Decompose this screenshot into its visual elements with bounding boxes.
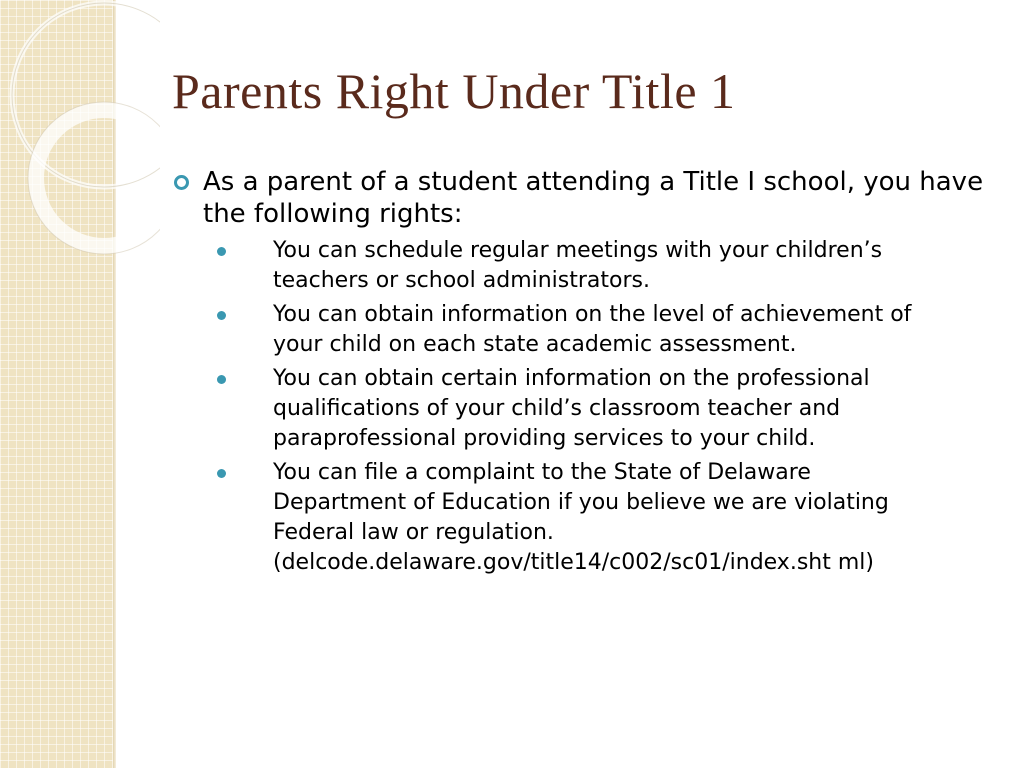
sub-bullet-text: You can obtain information on the level of achievement of your child on each state academic assessment. (273, 302, 912, 357)
sub-bullet-text: You can obtain certain information on the professional qualifications of your child’s classroom teacher and paraprofessional providing services to your child. (273, 366, 870, 451)
sub-bullet-text: You can schedule regular meetings with your children’s teachers or school administrators. (273, 238, 883, 293)
sub-bullet-item (174, 300, 913, 360)
slide-title: Parents Right Under Title 1 (172, 63, 736, 119)
main-bullet-item (174, 166, 994, 230)
filled-circle-icon (217, 469, 226, 478)
sub-bullet-list (174, 236, 994, 578)
sub-bullet-item (174, 458, 913, 578)
filled-circle-icon (217, 247, 226, 256)
sub-bullet-text: You can file a complaint to the State of Delaware Department of Education if you believe we are violating Federal law or regulation. (delcode.delaware.gov/title14/c002/sc01/index.sht ml) (273, 460, 889, 575)
ring-decoration (0, 0, 160, 280)
slide-body (174, 166, 994, 582)
sub-bullet-item (174, 236, 913, 296)
main-bullet-text: As a parent of a student attending a Title I school, you have the following rights: (203, 167, 984, 229)
filled-circle-icon (217, 311, 226, 320)
filled-circle-icon (217, 375, 226, 384)
hollow-circle-icon (174, 175, 189, 190)
sub-bullet-item (174, 364, 913, 454)
